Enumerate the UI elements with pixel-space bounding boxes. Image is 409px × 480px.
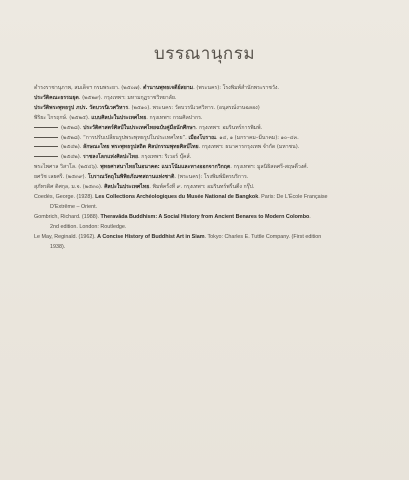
ref-title: แบบศิลปะในประเทศไทย bbox=[91, 114, 147, 121]
reference-continuation: D'Extrême – Orient. bbox=[50, 203, 98, 210]
reference-entry bbox=[34, 153, 385, 163]
bibliography-list bbox=[34, 84, 385, 252]
ref-prefix: ดำรงราชานุภาพ, สมเด็จฯ กรมพระยา. (๒๕๐๗). bbox=[34, 85, 144, 91]
reference-entry bbox=[34, 134, 385, 144]
reference-entry bbox=[34, 124, 385, 134]
ref-title: ประวัติศาสตร์ศิลป์ในประเทศไทยฉบับคู่มือนักศึกษา bbox=[83, 124, 196, 131]
ref-prefix: พิริยะ ไกรฤกษ์. (๒๕๒๕). bbox=[34, 114, 92, 121]
ref-prefix: ยศวัช เลยศรี. (๒๕๓๙). bbox=[34, 174, 88, 181]
ref-title: ตำนานพุทธเจดีย์สยาม bbox=[143, 85, 194, 91]
reference-entry-en bbox=[34, 193, 385, 203]
ref-title: ประวัติพระพุทธรูป ภปร. วัดบวรนิเวศวิหาร bbox=[34, 104, 129, 111]
ref-title: ศิลปะในประเทศไทย bbox=[104, 184, 150, 191]
reference-entry bbox=[34, 173, 385, 183]
author-repeat-dash bbox=[34, 127, 58, 128]
ref-title: ลักษณะไทย พระพุทธรูปสถิต ศิลปกรรมพุทธศิลป์ไทย bbox=[83, 144, 199, 151]
ref-prefix: (๒๕๔๒). bbox=[61, 144, 84, 151]
ref-prefix: Gombrich, Richard. (1988). bbox=[34, 213, 101, 220]
reference-entry bbox=[34, 143, 385, 153]
author-repeat-dash bbox=[34, 137, 58, 138]
ref-suffix: . (๒๕๒๙). กรุงเทพฯ: มหามกุฏราชวิทยาลัย. bbox=[78, 94, 177, 101]
ref-title: พุทธศาสนาไทยในอนาคต: แนวโน้มและทางออกจากวิกฤต bbox=[100, 164, 231, 171]
ref-suffix: . กรุงเทพฯ: กรมศิลปากร. bbox=[146, 114, 203, 121]
ref-title: ราชลงโลกแห่งศิลปะไทย bbox=[83, 154, 138, 161]
ref-prefix: Le May, Reginald. (1962). bbox=[34, 233, 98, 240]
ref-title: เมืองโบราณ bbox=[188, 134, 216, 141]
ref-title: Theravāda Buddhism: A Social History from Ancient Benares to Modern Colombo bbox=[100, 213, 310, 220]
ref-title: Les Collections Archéologiques du Musée National de Bangkok bbox=[95, 193, 259, 200]
ref-suffix: . (๒๕๑๐). พระนคร: วัดบวรนิเวศวิหาร. (อนุสรณ์งานฉลอง) bbox=[128, 104, 260, 111]
reference-entry bbox=[34, 183, 385, 193]
ref-title: A Concise History of Buddhist Art in Siam bbox=[97, 233, 205, 240]
ref-suffix: . กรุงเทพฯ: มูลนิธิสดศรี-สฤษดิ์วงศ์. bbox=[230, 164, 309, 171]
reference-entry bbox=[34, 163, 385, 173]
reference-entry bbox=[34, 94, 385, 104]
ref-prefix: (๒๕๔๒). bbox=[61, 154, 84, 161]
ref-prefix: (๒๕๒๘). “การปรับเปลี่ยนรูปพระพุทธรูปในประเทศไทย”. bbox=[61, 134, 189, 141]
ref-suffix: . bbox=[309, 213, 311, 220]
reference-entry bbox=[34, 114, 385, 124]
ref-prefix: พระไพศาล วิสาโล. (๒๕๔๖). bbox=[34, 164, 101, 171]
ref-suffix: . พิมพ์ครั้งที่ ๙. กรุงเทพฯ: อมรินทร์พริ้นติ้ง กรุ๊ป. bbox=[149, 184, 255, 191]
ref-prefix: (๒๕๒๘). bbox=[61, 124, 84, 131]
ref-title: โบราณวัตถุในพิพิธภัณฑสถานแห่งชาติ bbox=[87, 174, 175, 181]
reference-entry-en bbox=[34, 213, 385, 223]
ref-suffix: . Paris: De L'École Française bbox=[258, 193, 328, 200]
reference-continuation: 2nd edition. London: Routledge. bbox=[50, 223, 127, 230]
ref-suffix: . กรุงเทพฯ: ธนาคารกรุงเทพ จำกัด (มหาชน). bbox=[198, 144, 300, 151]
reference-continuation: 1938). bbox=[50, 243, 66, 250]
ref-suffix: . กรุงเทพฯ: ริเวอร์ บุ๊คส์. bbox=[138, 154, 192, 161]
ref-prefix: สุภัทรดิศ ดิศกุล, ม.จ. (๒๕๓๐). bbox=[34, 184, 105, 191]
author-repeat-dash bbox=[34, 156, 58, 157]
author-repeat-dash bbox=[34, 146, 58, 147]
page-title: บรรณานุกรม bbox=[153, 44, 256, 64]
ref-suffix: . Tokyo: Charles E. Tuttle Company. (First edition bbox=[204, 233, 322, 240]
reference-entry bbox=[34, 84, 385, 94]
ref-suffix: . ๑๔, ๑ (มกราคม–มีนาคม): ๑๐–๔๓. bbox=[215, 134, 299, 141]
ref-suffix: . กรุงเทพฯ: อมรินทร์การพิมพ์. bbox=[195, 124, 263, 131]
reference-entry-en bbox=[34, 233, 385, 243]
ref-title: ประวัติคณะธรรมยุต bbox=[34, 94, 79, 101]
ref-suffix: . (พระนคร): โรงพิมพ์มิตรบริการ. bbox=[174, 174, 249, 181]
reference-entry bbox=[34, 104, 385, 114]
ref-suffix: . (พระนคร): โรงพิมพ์สำนักพระราชวัง. bbox=[193, 85, 280, 91]
ref-prefix: Coedès, George. (1928). bbox=[34, 193, 96, 200]
